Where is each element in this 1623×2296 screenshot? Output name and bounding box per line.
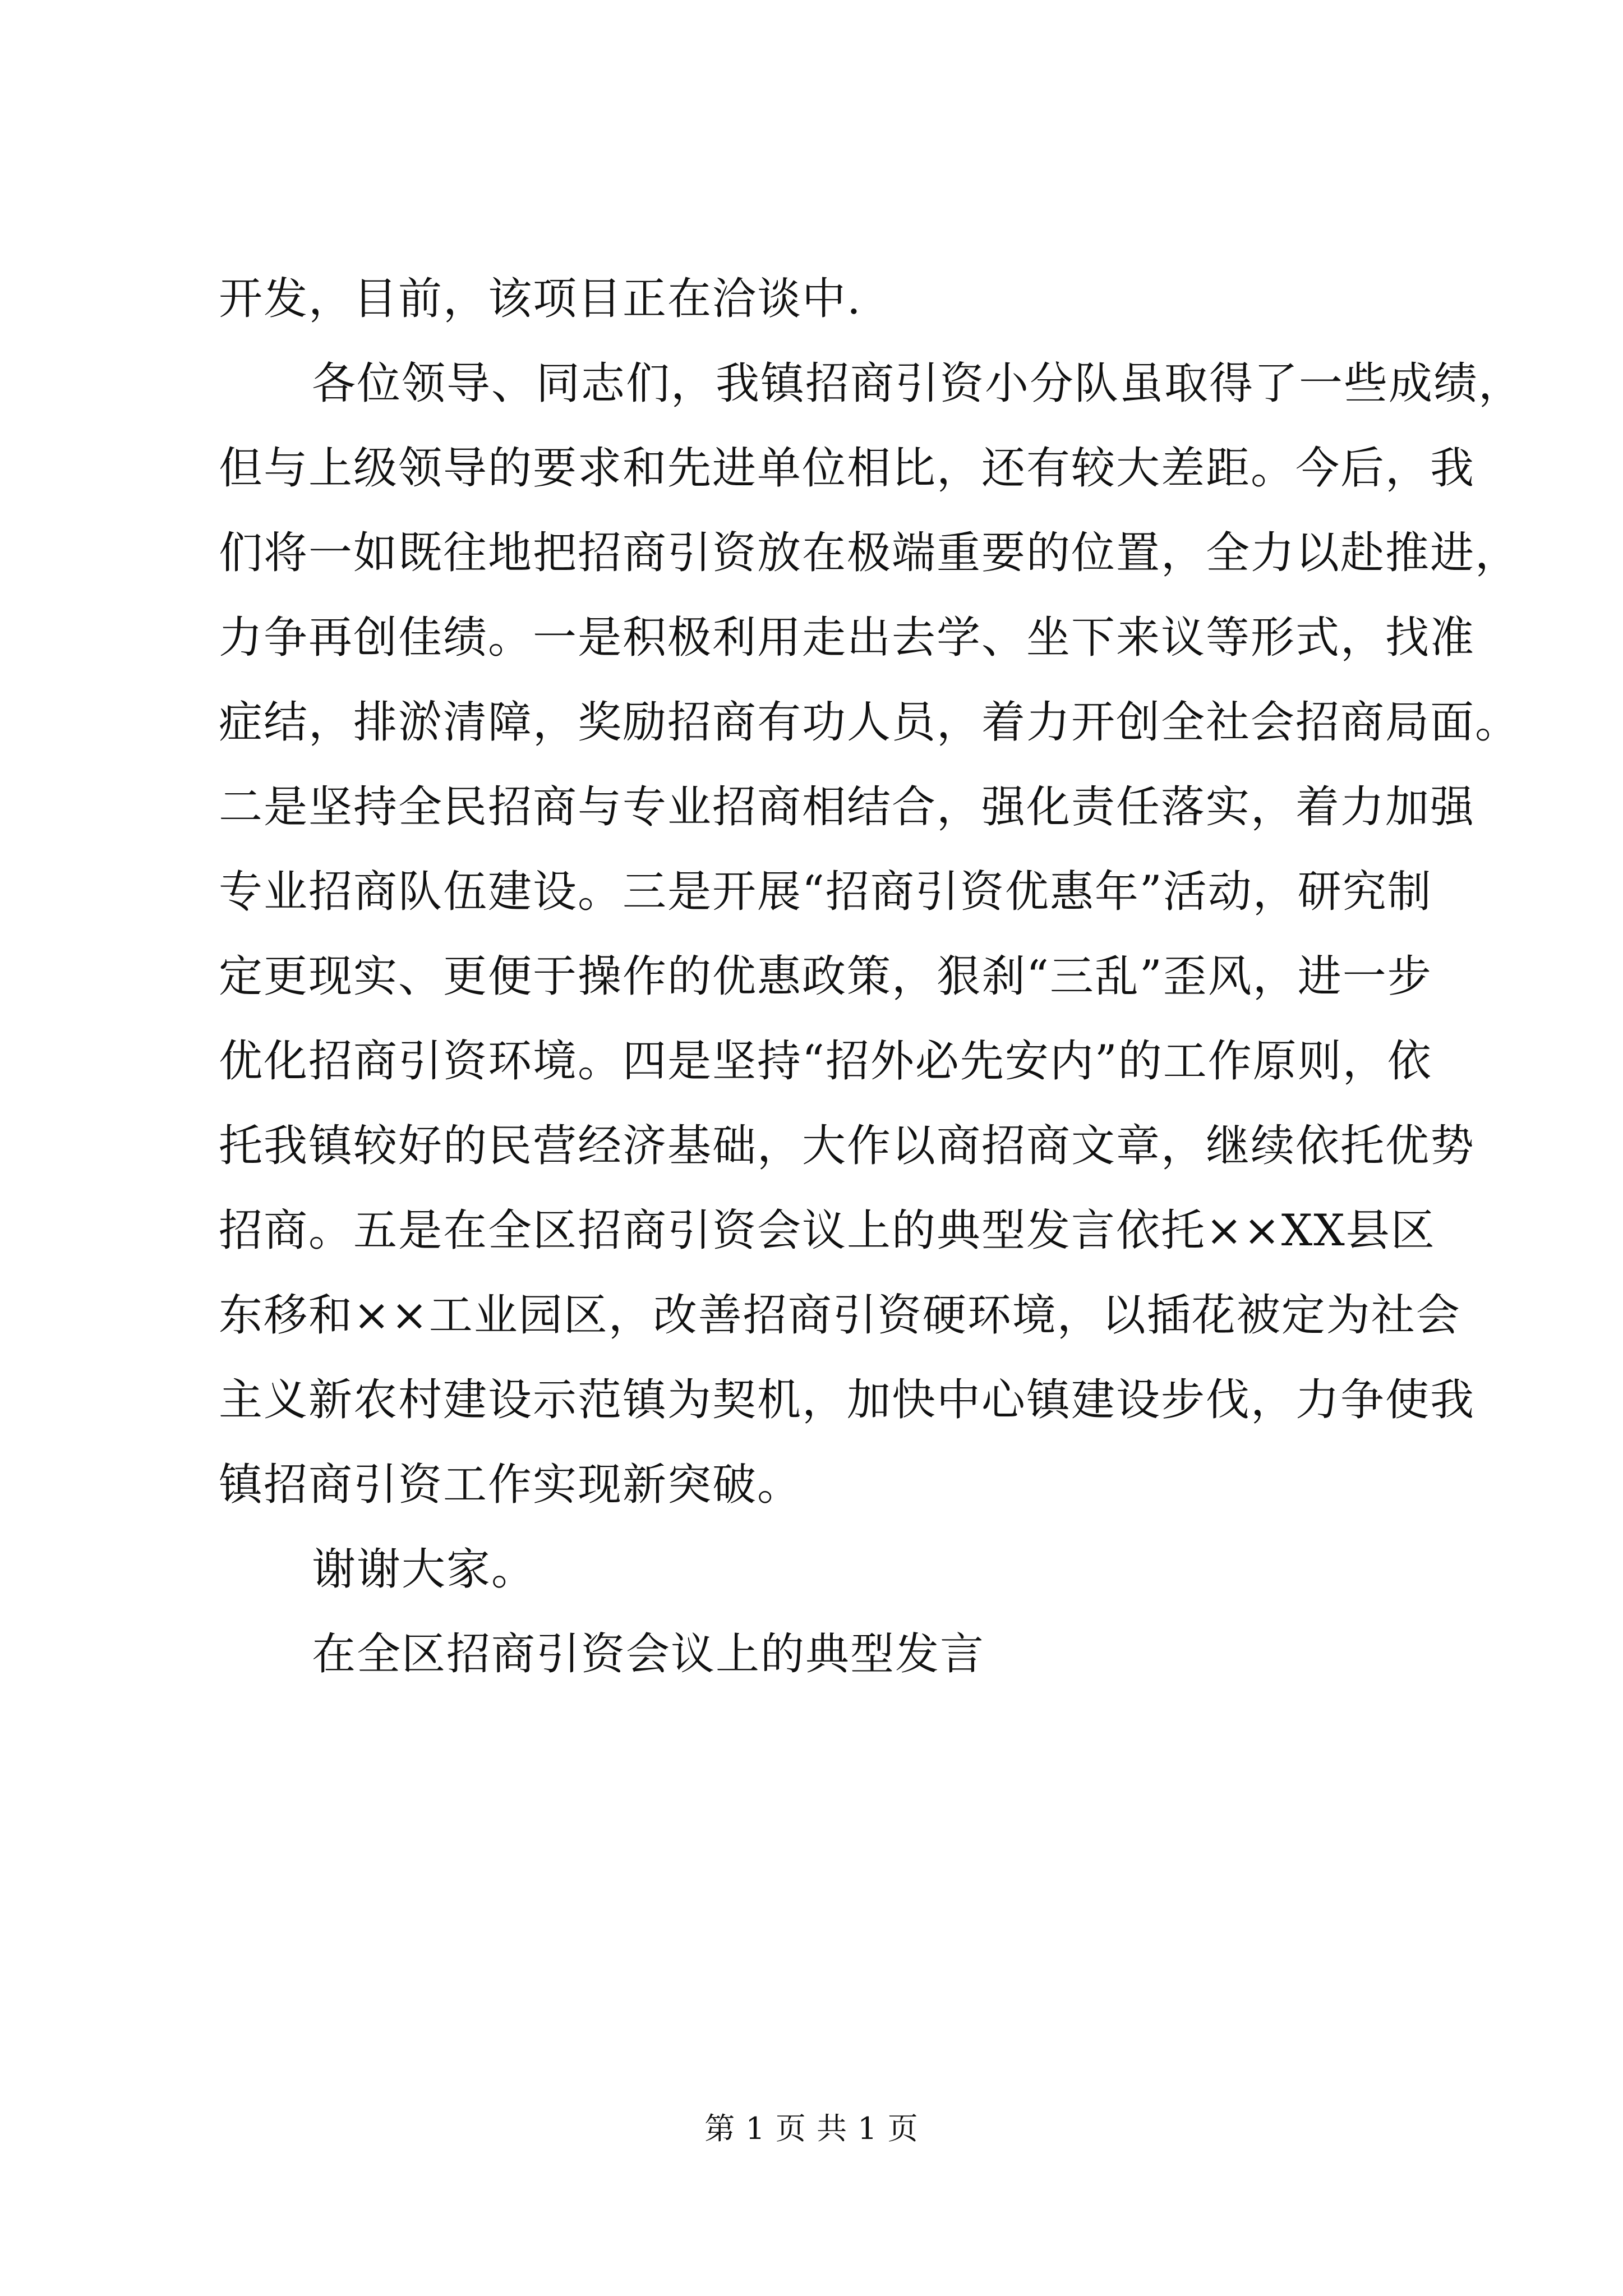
text-line: 镇招商引资工作实现新突破。 (219, 1460, 803, 1510)
text-line-continuation: 开发，目前，该项目正在洽谈中. (219, 274, 862, 324)
text-line: 主义新农村建设示范镇为契机，加快中心镇建设步伐，力争使我 (219, 1375, 1476, 1425)
document-title-trailer: 在全区招商引资会议上的典型发言 (312, 1629, 985, 1680)
text-line: 定更现实、更便于操作的优惠政策，狠刹“三乱”歪风，进一步 (219, 951, 1432, 1002)
text-line: 优化招商引资环境。四是坚持“招外必先安内”的工作原则，依 (219, 1036, 1432, 1087)
page-footer: 第 1 页 共 1 页 (704, 2111, 919, 2146)
document-body (219, 257, 1524, 1697)
text-line-paragraph-start: 各位领导、同志们，我镇招商引资小分队虽取得了一些成绩， (312, 358, 1524, 409)
text-line: 们将一如既往地把招商引资放在极端重要的位置，全力以赴推进， (219, 528, 1520, 578)
text-line: 力争再创佳绩。一是积极利用走出去学、坐下来议等形式，找准 (219, 613, 1476, 663)
text-line: 但与上级领导的要求和先进单位相比，还有较大差距。今后，我 (219, 443, 1476, 494)
closing-thanks: 谢谢大家。 (312, 1544, 537, 1595)
text-line: 招商。五是在全区招商引资会议上的典型发言依托××XX县区 (219, 1205, 1436, 1256)
text-line: 托我镇较好的民营经济基础，大作以商招商文章，继续依托优势 (219, 1121, 1476, 1171)
text-line: 东移和××工业园区，改善招商引资硬环境，以插花被定为社会 (219, 1290, 1461, 1341)
text-line: 二是坚持全民招商与专业招商相结合，强化责任落实，着力加强 (219, 782, 1476, 832)
text-line: 专业招商队伍建设。三是开展“招商引资优惠年”活动，研究制 (219, 867, 1432, 917)
text-line: 症结，排淤清障，奖励招商有功人员，着力开创全社会招商局面。 (219, 697, 1520, 748)
